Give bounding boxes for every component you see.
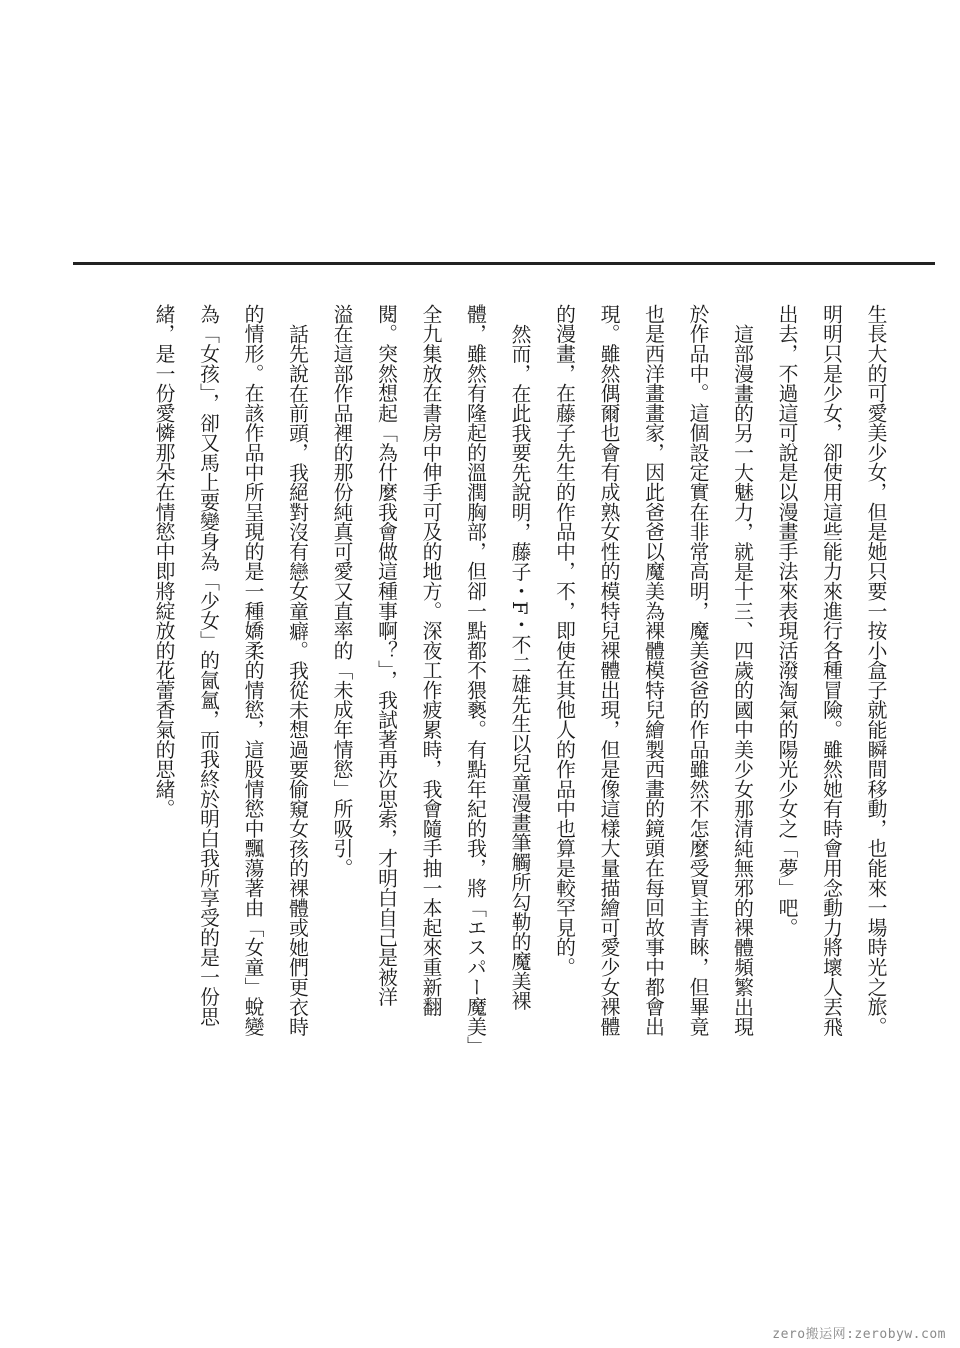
text-column: 現。雖然偶爾也會有成熟女性的模特兒裸體出現，但是像這樣大量描繪可愛少女裸體: [597, 304, 620, 1037]
text-column: 然而，在此我要先說明，藤子・F・不二雄先生以兒童漫畫筆觸所勾勒的魔美裸: [508, 323, 531, 1011]
text-column: 出去，不過這可說是以漫畫手法來表現活潑淘氣的陽光少女之「夢」吧。: [775, 304, 798, 938]
text-column: 也是西洋畫畫家，因此爸爸以魔美為裸體模特兒繪製西畫的鏡頭在每回故事中都會出: [641, 304, 665, 1037]
text-column: 於作品中。這個設定實在非常高明，魔美爸爸的作品雖然不怎麼受買主青睞，但畢竟: [686, 304, 709, 1037]
text-column: 溢在這部作品裡的那份純真可愛又直率的「未成年情慾」所吸引。: [330, 304, 353, 878]
text-column: 的情形。在該作品中所呈現的是一種嬌柔的情慾，這股情慾中飄蕩著由「女童」蛻變: [241, 304, 264, 1037]
text-column: 的漫畫，在藤子先生的作品中，不，即使在其他人的作品中也算是較罕見的。: [552, 304, 576, 977]
text-column: 生長大的可愛美少女，但是她只要一按小盒子就能瞬間移動，也能來一場時光之旅。: [864, 304, 887, 1037]
text-column: 體，雖然有隆起的溫潤胸部，但卻一點都不猥褻。有點年紀的我，將「エスパー魔美」: [463, 304, 487, 1057]
text-column: 緒，是一份愛憐那朵在情慾中即將綻放的花蕾香氣的思緒。: [152, 304, 175, 819]
vertical-text-body: [141, 304, 898, 1074]
watermark: zero搬运网:zerobyw.com: [772, 1327, 946, 1342]
text-column: 明明只是少女，卻使用這些能力來進行各種冒險。雖然她有時會用念動力將壞人丟飛: [819, 304, 843, 1037]
text-column: 話先說在前頭，我絕對沒有戀女童癖。我從未想過要偷窺女孩的裸體或她們更衣時: [285, 323, 309, 1037]
text-column: 全九集放在書房中伸手可及的地方。深夜工作疲累時，我會隨手抽一本起來重新翻: [419, 304, 442, 1017]
text-column: 為「女孩」，卻又馬上要變身為「少女」的氤氳，而我終於明白我所享受的是一份思: [196, 304, 220, 1027]
horizontal-rule: [73, 262, 935, 265]
text-column: 閱。突然想起「為什麼我會做這種事啊？」，我試著再次思索，才明白自己是被洋: [374, 304, 398, 1007]
text-column: 這部漫畫的另一大魅力，就是十三、四歲的國中美少女那清純無邪的裸體頻繁出現: [730, 323, 754, 1037]
